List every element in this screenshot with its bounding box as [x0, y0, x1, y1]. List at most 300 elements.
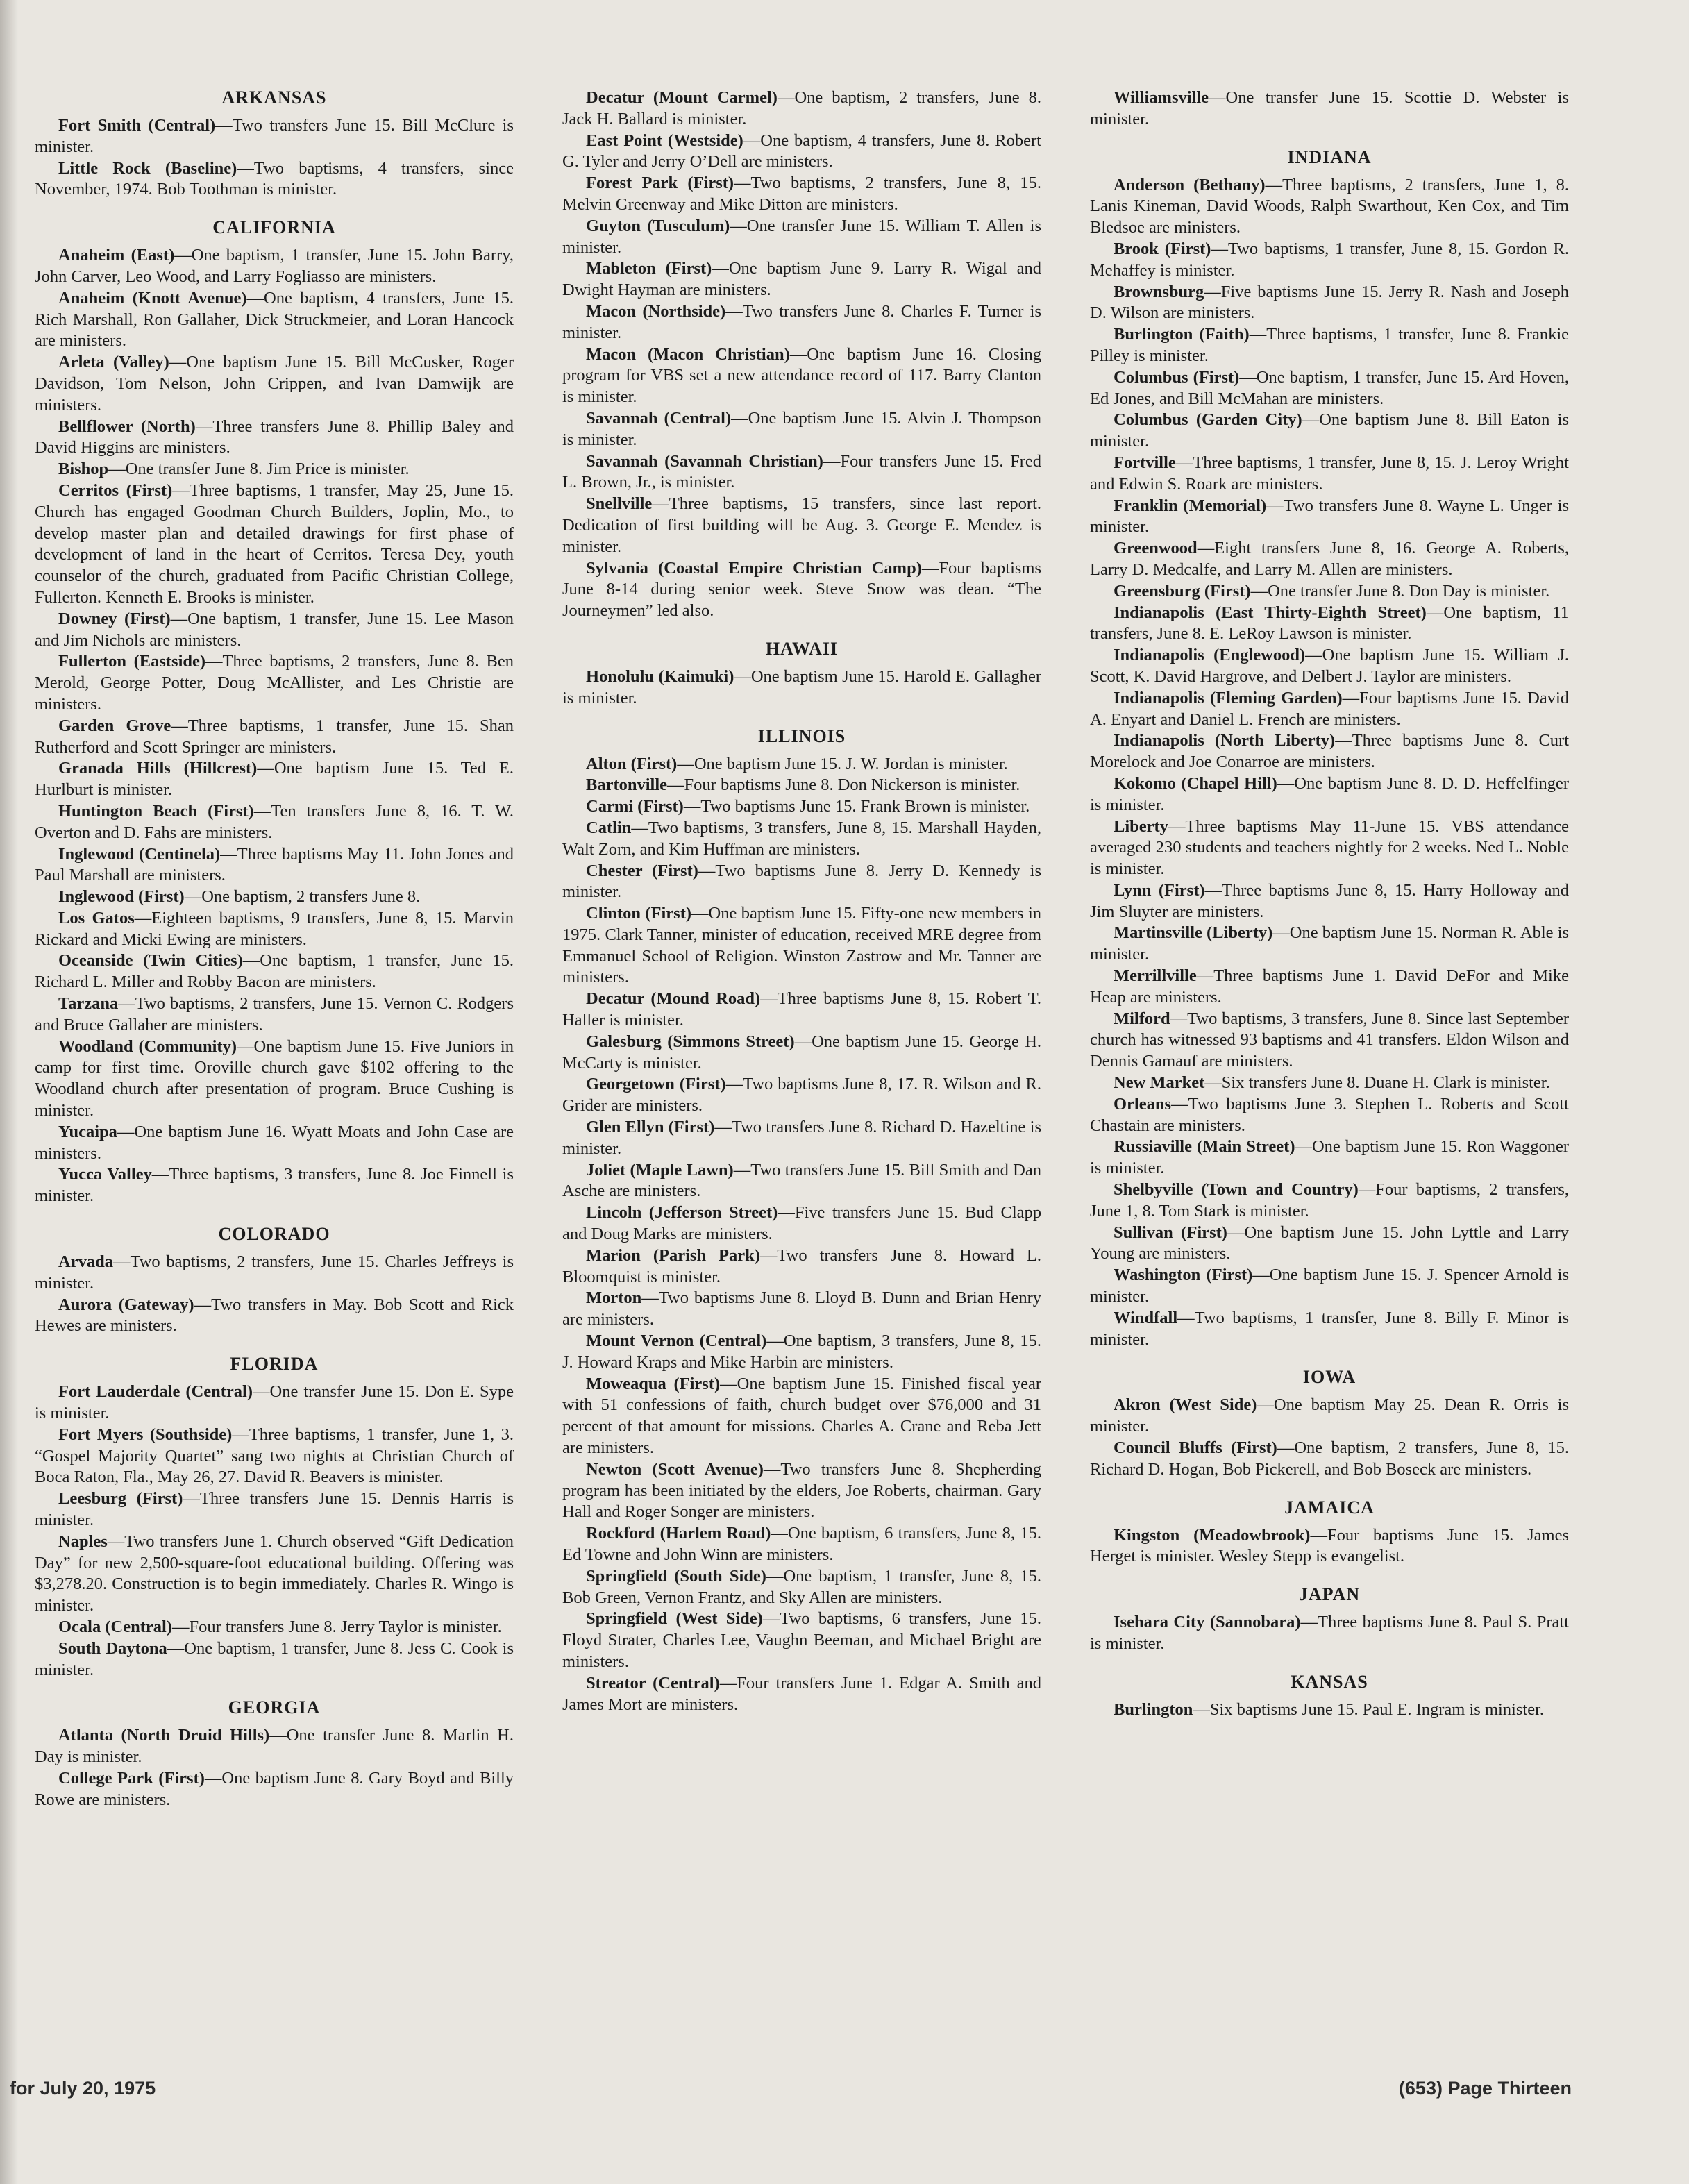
report-text: One baptism, 3 transfers, June 8, 15. J. Howard Kraps and Mike Harbin are ministers.	[562, 1332, 1041, 1372]
report-text: Ten transfers June 8, 16. T. W. Overton and D. Fahs are ministers.	[35, 801, 514, 842]
em-dash: —	[1193, 1699, 1210, 1719]
church-name: Alton (First)	[586, 754, 678, 773]
church-report	[562, 408, 1041, 451]
page-footer	[10, 2078, 1572, 2099]
report-text: Two baptisms, 1 transfer, June 8, 15. Gordon R. Mehaffey is minister.	[1090, 239, 1569, 280]
church-report	[35, 480, 514, 609]
report-text: Four baptisms June 15. James Herget is minister. Wesley Stepp is evangelist.	[1090, 1525, 1569, 1566]
em-dash: —	[204, 1768, 222, 1788]
em-dash: —	[743, 131, 761, 150]
em-dash: —	[641, 1288, 659, 1308]
report-text: Two baptisms, 3 transfers, June 8, 15. Marshall Hayden, Walt Zorn, and Kim Huffman are ministers.	[562, 818, 1041, 859]
church-name: Columbus (Garden City)	[1114, 410, 1302, 430]
report-text: Three baptisms June 8, 15. Robert T. Haller is minister.	[562, 989, 1042, 1030]
state-heading: ARKANSAS	[221, 87, 327, 108]
report-text: Two baptisms June 8, 17. R. Wilson and R. Grider are ministers.	[562, 1075, 1041, 1116]
em-dash: —	[1265, 175, 1283, 194]
church-report	[35, 288, 514, 352]
church-report	[35, 716, 514, 759]
church-report	[562, 173, 1041, 216]
church-report	[35, 1381, 514, 1425]
em-dash: —	[1300, 1613, 1318, 1632]
church-report	[562, 1459, 1041, 1523]
report-text: Four transfers June 15. Fred L. Brown, Jr., is minister.	[562, 451, 1042, 492]
em-dash: —	[733, 1160, 751, 1179]
report-text: Three baptisms June 8. Paul S. Pratt is minister.	[1090, 1613, 1569, 1653]
church-report	[1090, 239, 1569, 282]
state-heading: INDIANA	[1287, 146, 1372, 167]
church-name: Macon (Macon Christian)	[586, 344, 790, 364]
church-report	[562, 1160, 1041, 1203]
church-report	[562, 216, 1041, 259]
report-text: One baptism June 15. Norman R. Able is minister.	[1090, 923, 1569, 964]
report-text: Three baptisms, 1 transfer, June 1, 3. “Gospel Majority Quartet” sang two nights at Christian Church of Boca Raton, Fla., May 26, 27. David R. Beavers is minister.	[35, 1425, 514, 1487]
church-report	[1090, 923, 1569, 966]
state-heading: KANSAS	[1291, 1671, 1368, 1692]
church-report	[1090, 773, 1569, 816]
page-binding-edge	[0, 0, 18, 2184]
church-name: Yucca Valley	[58, 1165, 152, 1184]
church-report	[35, 950, 514, 993]
church-name: Akron (West Side)	[1114, 1395, 1257, 1415]
church-report	[1090, 1073, 1569, 1094]
report-text: One transfer June 15. Scottie D. Webster is minister.	[1090, 88, 1569, 128]
report-text: One transfer June 15. Don E. Sype is minister.	[35, 1382, 514, 1423]
em-dash: —	[167, 1638, 185, 1658]
em-dash: —	[1168, 816, 1186, 836]
em-dash: —	[242, 951, 260, 971]
em-dash: —	[1196, 966, 1214, 986]
church-report	[562, 1608, 1041, 1672]
church-report	[562, 903, 1041, 989]
em-dash: —	[237, 1036, 254, 1056]
church-name: Fort Myers (Southside)	[58, 1425, 233, 1444]
church-name: Huntington Beach (First)	[58, 801, 254, 821]
church-report	[562, 1331, 1041, 1374]
church-report	[562, 451, 1041, 494]
em-dash: —	[112, 1252, 131, 1272]
church-report	[35, 844, 514, 887]
em-dash: —	[1310, 1525, 1327, 1545]
church-report	[35, 245, 514, 288]
church-name: Inglewood (Centinela)	[58, 844, 221, 864]
church-name: Woodland (Community)	[58, 1036, 237, 1056]
report-text: One baptism June 8. D. D. Heffelfinger is minister.	[1090, 773, 1569, 814]
em-dash: —	[771, 1524, 788, 1543]
church-name: Williamsville	[1114, 88, 1209, 107]
em-dash: —	[1426, 603, 1444, 622]
church-report	[562, 1288, 1041, 1331]
church-report	[1090, 581, 1569, 603]
em-dash: —	[1257, 1395, 1274, 1415]
church-report	[35, 1295, 514, 1338]
church-name: Bellflower (North)	[58, 417, 196, 436]
church-name: Liberty	[1114, 816, 1168, 836]
church-report	[35, 1725, 514, 1768]
report-text: Three baptisms, 3 transfers, June 8. Joe Finnell is minister.	[35, 1165, 514, 1206]
church-name: Galesburg (Simmons Street)	[586, 1032, 795, 1051]
church-report	[1090, 1179, 1569, 1223]
em-dash: —	[220, 844, 237, 864]
report-text: Two baptisms, 2 transfers, June 8, 15. Melvin Greenway and Mike Ditton are ministers.	[562, 174, 1041, 214]
em-dash: —	[677, 754, 694, 773]
em-dash: —	[170, 609, 188, 628]
em-dash: —	[118, 994, 135, 1014]
report-text: Three baptisms May 11-June 15. VBS attendance averaged 230 students and teachers nightly for 2 weeks. Ned L. Noble is minister.	[1090, 816, 1569, 879]
church-report	[562, 258, 1041, 301]
report-text: Eighteen baptisms, 9 transfers, June 8, 15. Marvin Rickard and Micki Ewing are ministers.	[35, 908, 514, 949]
church-name: Indianapolis (North Liberty)	[1114, 731, 1336, 750]
church-name: Marion (Parish Park)	[586, 1245, 760, 1265]
church-name: Burlington	[1114, 1699, 1193, 1719]
church-name: Mount Vernon (Central)	[586, 1332, 767, 1351]
em-dash: —	[1211, 239, 1228, 258]
em-dash: —	[683, 797, 701, 816]
report-text: One baptism June 15. Harold E. Gallagher is minister.	[562, 666, 1041, 707]
church-report	[1090, 880, 1569, 923]
church-name: Cerritos (First)	[58, 480, 173, 500]
church-name: Anderson (Bethany)	[1114, 175, 1266, 194]
em-dash: —	[1302, 410, 1320, 430]
report-text: Five baptisms June 15. Jerry R. Nash and Joseph D. Wilson are ministers.	[1090, 282, 1569, 323]
em-dash: —	[725, 1075, 743, 1094]
church-name: Oceanside (Twin Cities)	[58, 951, 243, 971]
church-report	[35, 1488, 514, 1531]
church-report	[35, 115, 514, 158]
em-dash: —	[1250, 581, 1268, 600]
church-report	[1090, 367, 1569, 410]
report-text: Two baptisms, 1 transfer, June 8. Billy F. Minor is minister.	[1090, 1308, 1569, 1349]
em-dash: —	[1252, 1266, 1270, 1285]
church-report	[562, 131, 1041, 174]
em-dash: —	[1272, 923, 1290, 943]
state-heading: COLORADO	[218, 1224, 330, 1245]
em-dash: —	[734, 174, 751, 193]
em-dash: —	[766, 1332, 784, 1351]
church-report	[35, 1252, 514, 1295]
em-dash: —	[921, 558, 939, 578]
church-name: Fort Smith (Central)	[58, 116, 216, 135]
em-dash: —	[174, 246, 192, 265]
report-text: One baptism, 2 transfers, June 8, 15. Richard D. Hogan, Bob Pickerell, and Bob Boseck are ministers.	[1090, 1438, 1569, 1479]
church-report	[1090, 1136, 1569, 1179]
report-text: Two baptisms, 2 transfers, June 15. Charles Jeffreys is minister.	[35, 1252, 514, 1293]
report-text: Six baptisms June 15. Paul E. Ingram is minister.	[1209, 1699, 1545, 1719]
church-report	[562, 666, 1041, 709]
em-dash: —	[253, 801, 271, 821]
em-dash: —	[171, 1618, 190, 1636]
state-heading: JAMAICA	[1284, 1497, 1375, 1518]
report-text: Three baptisms, 1 transfer, June 15. Shan Rutherford and Scott Springer are ministers.	[35, 716, 514, 757]
report-text: One baptism, 1 transfer, June 15. Richard L. Miller and Robby Bacon are ministers.	[35, 951, 514, 992]
report-text: Two baptisms, 6 transfers, June 15. Floyd Strater, Charles Lee, Vaughn Beeman, and Michael Bright are ministers.	[562, 1609, 1042, 1671]
report-text: One baptism June 15. Fifty-one new members in 1975. Clark Tanner, minister of education, received MRE degree from Emmanuel School of Religion. Winston Zastrow and Mr. Tanner are ministers.	[562, 904, 1042, 987]
report-text: Three baptisms June 1. David DeFor and Mike Heap are ministers.	[1090, 966, 1569, 1007]
report-text: Three baptisms, 2 transfers, June 1, 8. Lanis Kineman, David Woods, Ralph Swarthout, Ken Cox, and Tim Bledsoe are ministers.	[1090, 175, 1569, 237]
state-heading: IOWA	[1302, 1367, 1356, 1388]
footer-page-number: (653) Page Thirteen	[1398, 2078, 1572, 2099]
church-name: Brook (First)	[1114, 239, 1211, 258]
report-text: One baptism, 1 transfer, June 15. John Barry, John Carver, Leo Wood, and Larry Fogliasso are ministers.	[35, 246, 514, 286]
em-dash: —	[171, 716, 188, 735]
report-text: One baptism June 16. Wyatt Moats and John Case are ministers.	[35, 1122, 514, 1163]
church-report	[562, 1566, 1041, 1609]
church-report	[1090, 496, 1569, 539]
em-dash: —	[789, 344, 807, 364]
em-dash: —	[794, 1032, 812, 1051]
em-dash: —	[1170, 1009, 1188, 1028]
church-report	[562, 1202, 1041, 1245]
em-dash: —	[725, 301, 743, 321]
church-name: Glen Ellyn (First)	[586, 1118, 715, 1137]
state-heading: JAPAN	[1298, 1584, 1361, 1605]
church-report	[562, 754, 1041, 775]
church-name: Springfield (West Side)	[586, 1609, 763, 1629]
em-dash: —	[1204, 282, 1221, 301]
em-dash: —	[719, 1673, 737, 1692]
church-name: Granada Hills (Hillcrest)	[58, 759, 258, 778]
church-report	[1090, 1223, 1569, 1266]
em-dash: —	[691, 904, 709, 923]
em-dash: —	[766, 1566, 784, 1586]
em-dash: —	[712, 259, 729, 278]
report-text: Four baptisms, 2 transfers, June 1, 8. Tom Stark is minister.	[1090, 1180, 1569, 1220]
em-dash: —	[759, 1245, 778, 1265]
church-report	[562, 344, 1041, 408]
state-heading: ILLINOIS	[757, 725, 846, 746]
report-text: Three baptisms, 1 transfer, May 25, June 15. Church has engaged Goodman Church Builders, Joplin, Mo., to develop master plan and detailed drawings for first phase of development of land in the heart of Cerritos. Teresa Dey, youth counselor of the church, graduated from Pacific Christian College, Fullerton. Kenneth E. Brooks is minister.	[35, 480, 514, 607]
em-dash: —	[232, 1425, 249, 1444]
church-name: Garden Grove	[58, 716, 171, 735]
em-dash: —	[1277, 773, 1295, 793]
report-text: Six transfers June 8. Duane H. Clark is minister.	[1221, 1073, 1550, 1093]
church-report	[1090, 1009, 1569, 1073]
church-name: Carmi (First)	[586, 797, 684, 816]
church-report	[562, 87, 1041, 131]
church-name: Kingston (Meadowbrook)	[1114, 1525, 1311, 1545]
church-name: Sylvania (Coastal Empire Christian Camp)	[586, 558, 922, 578]
church-name: Arvada	[58, 1252, 113, 1272]
church-name: Anaheim (Knott Avenue)	[58, 288, 247, 308]
report-text: Three baptisms, 1 transfer, June 8. Frankie Pilley is minister.	[1090, 325, 1569, 365]
em-dash: —	[720, 1374, 737, 1393]
report-text: One baptism, 4 transfers, June 8. Robert G. Tyler and Jerry O’Dell are ministers.	[562, 131, 1041, 171]
em-dash: —	[257, 759, 274, 778]
em-dash: —	[667, 775, 684, 795]
report-text: One transfer June 8. Marlin H. Day is minister.	[35, 1726, 514, 1767]
church-name: Washington (First)	[1114, 1266, 1253, 1285]
report-text: Two baptisms June 8. Jerry D. Kennedy is minister.	[562, 861, 1041, 902]
report-text: One baptism May 25. Dean R. Orris is minister.	[1090, 1395, 1569, 1436]
church-name: Fortville	[1114, 453, 1176, 472]
church-name: Streator (Central)	[586, 1673, 720, 1692]
em-dash: —	[246, 288, 264, 308]
report-text: Two transfers June 8. Shepherding program has been initiated by the elders, Joe Roberts, chairman. Gary Hall and Roger Songer are ministers.	[562, 1459, 1042, 1522]
church-name: Chester (First)	[586, 861, 698, 880]
church-name: New Market	[1114, 1073, 1205, 1093]
report-text: One baptism June 15. J. W. Jordan is minister.	[694, 754, 1008, 773]
report-text: One baptism, 1 transfer, June 8, 15. Bob Green, Vernon Frantz, and Sky Allen are ministers.	[562, 1566, 1042, 1607]
church-name: Indianapolis (Fleming Garden)	[1114, 688, 1343, 707]
church-report	[1090, 175, 1569, 239]
report-text: Two transfers June 15. Bill Smith and Dan Asche are ministers.	[562, 1160, 1041, 1201]
church-report	[35, 1425, 514, 1488]
church-name: Savannah (Savannah Christian)	[586, 451, 823, 471]
church-report	[1090, 410, 1569, 453]
report-text: Three baptisms, 1 transfer, June 8, 15. J. Leroy Wright and Edwin S. Roark are ministers.	[1090, 453, 1569, 494]
report-text: Two baptisms June 8. Lloyd B. Dunn and Brian Henry are ministers.	[562, 1288, 1041, 1329]
church-name: South Daytona	[58, 1638, 167, 1658]
em-dash: —	[1227, 1223, 1245, 1242]
report-text: Three transfers June 8. Phillip Baley and David Higgins are ministers.	[35, 417, 514, 457]
em-dash: —	[169, 353, 187, 372]
column-3	[1090, 87, 1569, 2052]
em-dash: —	[205, 652, 223, 671]
report-text: Two baptisms, 4 transfers, since November, 1974. Bob Toothman is minister.	[35, 158, 514, 199]
report-text: Three baptisms June 8. Curt Morelock and Joe Conarroe are ministers.	[1090, 731, 1569, 772]
em-dash: —	[1171, 1094, 1188, 1114]
church-report	[1090, 538, 1569, 581]
footer-issue-date: for July 20, 1975	[10, 2078, 156, 2099]
church-report	[1090, 324, 1569, 367]
church-name: College Park (First)	[58, 1768, 205, 1788]
church-name: Georgetown (First)	[586, 1075, 726, 1094]
church-name: Downey (First)	[58, 609, 171, 628]
em-dash: —	[734, 666, 751, 686]
church-report	[35, 1122, 514, 1165]
report-text: Two baptisms June 15. Frank Brown is minister.	[700, 797, 1030, 816]
church-name: Lincoln (Jefferson Street)	[586, 1203, 778, 1223]
church-name: Brownsburg	[1114, 282, 1204, 301]
em-dash: —	[652, 494, 669, 514]
report-text: One transfer June 8. Jim Price is minister.	[125, 460, 410, 479]
em-dash: —	[253, 1382, 270, 1402]
em-dash: —	[762, 1609, 780, 1629]
church-report	[35, 459, 514, 480]
church-name: Honolulu (Kaimuki)	[586, 666, 734, 686]
church-report	[562, 1117, 1041, 1160]
report-text: Four transfers June 1. Edgar A. Smith and James Mort are ministers.	[562, 1673, 1042, 1714]
report-text: Three baptisms, 2 transfers, June 8. Ben Merold, George Potter, Doug McAllister, and Les Christie are ministers.	[35, 652, 514, 714]
report-text: Two baptisms, 3 transfers, June 8. Since last September church has witnessed 93 baptisms and 41 transfers. Eldon Wilson and Dennis Gamauf are ministers.	[1090, 1009, 1569, 1071]
church-report	[35, 158, 514, 201]
church-name: Guyton (Tusculum)	[586, 216, 730, 235]
report-text: One baptism, 4 transfers, June 15. Rich Marshall, Ron Gallaher, Dick Struckmeier, and Loran Hancock are ministers.	[35, 288, 514, 351]
church-name: Arleta (Valley)	[58, 353, 169, 372]
em-dash: —	[215, 116, 233, 135]
church-name: Greenwood	[1114, 539, 1198, 558]
em-dash: —	[183, 1489, 200, 1509]
church-report	[35, 1036, 514, 1122]
church-report	[562, 494, 1041, 557]
em-dash: —	[195, 417, 213, 436]
em-dash: —	[1295, 1137, 1312, 1157]
church-name: Russiaville (Main Street)	[1114, 1137, 1295, 1157]
church-report	[1090, 1395, 1569, 1438]
report-text: One baptism June 15. Ted E. Hurlburt is minister.	[35, 759, 514, 800]
report-text: One baptism, 1 transfer, June 15. Ard Hoven, Ed Jones, and Bill McMahan are ministers.	[1090, 367, 1569, 408]
em-dash: —	[1358, 1180, 1376, 1200]
church-report	[562, 1374, 1041, 1459]
church-name: Yucaipa	[58, 1122, 117, 1141]
church-report	[35, 1531, 514, 1617]
church-report	[1090, 1308, 1569, 1351]
em-dash: —	[1204, 880, 1222, 900]
em-dash: —	[1335, 731, 1352, 750]
report-text: One baptism, 1 transfer, June 15. Lee Mason and Jim Nichols are ministers.	[35, 609, 514, 650]
report-text: One baptism June 15. Ron Waggoner is minister.	[1090, 1137, 1569, 1178]
report-text: One baptism June 16. Closing program for VBS set a new attendance record of 117. Barry Clanton is minister.	[562, 344, 1041, 407]
report-text: One baptism June 9. Larry R. Wigal and Dwight Hayman are ministers.	[562, 259, 1041, 300]
report-text: Four baptisms June 15. David A. Enyart and Daniel L. French are ministers.	[1090, 688, 1569, 729]
church-report	[562, 1032, 1041, 1075]
church-name: Savannah (Central)	[586, 408, 732, 428]
church-name: Milford	[1114, 1009, 1170, 1028]
church-report	[1090, 966, 1569, 1009]
church-report	[1090, 1265, 1569, 1308]
em-dash: —	[1204, 1073, 1222, 1093]
church-name: Shelbyville (Town and Country)	[1114, 1180, 1359, 1200]
church-name: East Point (Westside)	[586, 131, 743, 150]
church-name: Catlin	[586, 818, 632, 837]
church-report	[35, 801, 514, 844]
report-text: One baptism June 15. Finished fiscal year with 51 confessions of faith, church budget over $76,000 and 31 percent of that amount for missions. Charles A. Crane and Reba Jett are ministers.	[562, 1374, 1041, 1458]
church-name: Indianapolis (East Thirty-Eighth Street)	[1114, 603, 1427, 622]
church-report	[1090, 645, 1569, 688]
church-report	[1090, 453, 1569, 496]
report-text: Four baptisms June 8. Don Nickerson is minister.	[684, 775, 1020, 795]
report-text: One baptism June 8. Gary Boyd and Billy Rowe are ministers.	[35, 1768, 514, 1809]
em-dash: —	[731, 408, 748, 428]
em-dash: —	[1177, 1308, 1195, 1327]
church-name: Windfall	[1114, 1308, 1178, 1327]
church-report	[1090, 688, 1569, 731]
church-name: Ocala (Central)	[58, 1618, 172, 1636]
church-name: Springfield (South Side)	[586, 1566, 766, 1586]
report-text: One baptism June 15. J. Spencer Arnold is minister.	[1090, 1266, 1569, 1307]
church-report	[35, 352, 514, 416]
church-name: Joliet (Maple Lawn)	[586, 1160, 734, 1179]
report-text: One transfer June 15. William T. Allen is minister.	[562, 216, 1041, 257]
church-report	[562, 1245, 1041, 1288]
em-dash: —	[760, 989, 778, 1009]
church-report	[562, 861, 1041, 904]
church-name: Sullivan (First)	[1114, 1223, 1227, 1242]
report-text: One baptism, 1 transfer, June 8. Jess C. Cook is minister.	[35, 1638, 514, 1679]
em-dash: —	[1342, 688, 1360, 707]
report-text: Four baptisms June 8-14 during senior week. Steve Snow was dean. “The Journeymen” led also.	[562, 558, 1041, 621]
em-dash: —	[1209, 88, 1226, 107]
report-text: One baptism, 11 transfers, June 8. E. LeRoy Lawson is minister.	[1090, 603, 1569, 644]
report-text: Two transfers June 8. Charles F. Turner is minister.	[562, 301, 1042, 342]
church-report	[35, 758, 514, 801]
church-name: Naples	[58, 1531, 108, 1551]
church-report	[35, 908, 514, 951]
church-name: Leesburg (First)	[58, 1489, 183, 1509]
church-name: Little Rock (Baseline)	[58, 158, 237, 178]
church-report	[35, 887, 514, 908]
church-report	[35, 1768, 514, 1811]
report-text: Two transfers June 15. Bill McClure is minister.	[35, 116, 514, 156]
report-text: Two baptisms June 3. Stephen L. Roberts and Scott Chastain are ministers.	[1090, 1094, 1569, 1135]
church-name: Isehara City (Sannobara)	[1114, 1613, 1301, 1632]
church-report	[35, 1638, 514, 1681]
church-name: Anaheim (East)	[58, 246, 175, 265]
em-dash: —	[714, 1118, 732, 1137]
em-dash: —	[151, 1165, 169, 1184]
em-dash: —	[108, 460, 126, 479]
em-dash: —	[269, 1726, 287, 1745]
